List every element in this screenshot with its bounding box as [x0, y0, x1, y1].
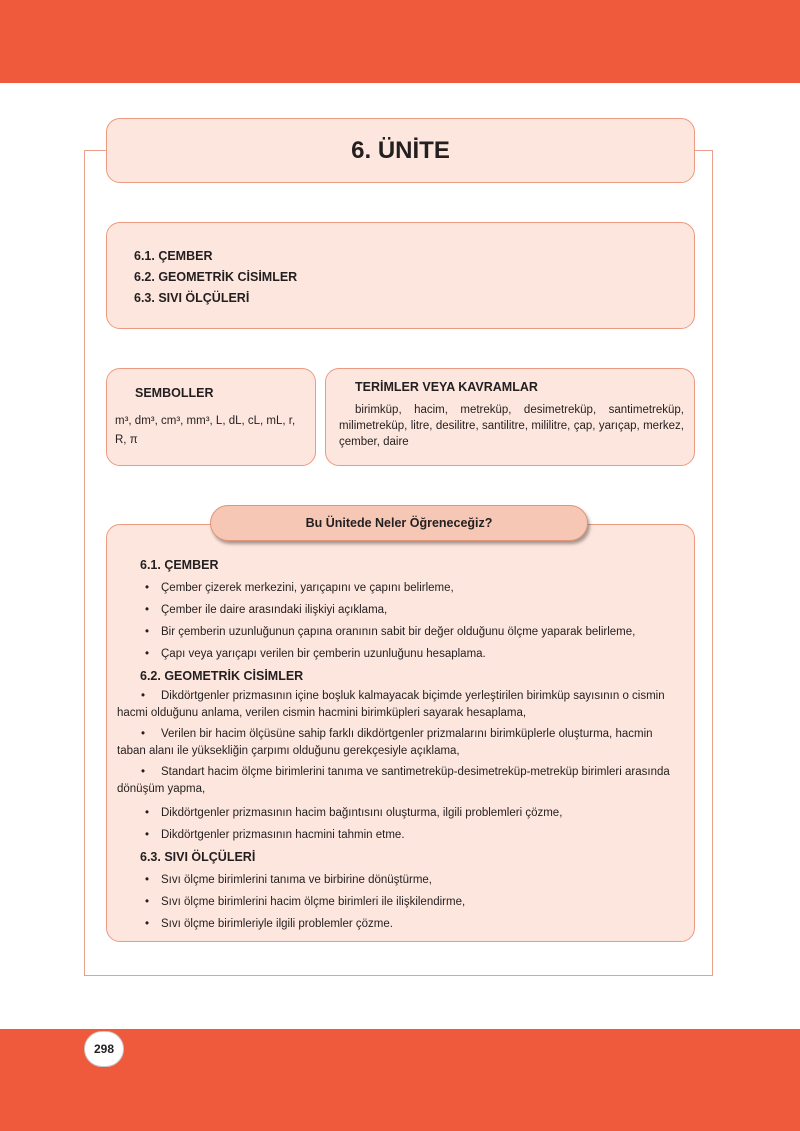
list-item: • Sıvı ölçme birimlerini tanıma ve birbirine dönüştürme, — [117, 869, 680, 891]
bullet-icon: • — [141, 690, 146, 702]
terms-heading: TERİMLER VEYA KAVRAMLAR — [355, 380, 538, 394]
bullet-icon: • — [145, 626, 150, 638]
unit-title: 6. ÜNİTE — [351, 137, 450, 164]
bullet-icon: • — [145, 918, 150, 930]
symbols-box — [106, 368, 316, 466]
symbols-heading: SEMBOLLER — [135, 386, 214, 400]
list-item: • Sıvı ölçme birimleriyle ilgili problemler çözme. — [117, 913, 680, 935]
unit-title-box — [106, 118, 695, 183]
bullet-icon: • — [145, 648, 150, 660]
terms-text: birimküp, hacim, metreküp, desimetreküp, santimetreküp, milimetreküp, litre, desilitre, santilitre, mililitre, çap, yarıçap, merkez, çember, daire — [339, 404, 684, 448]
bullet-icon: • — [145, 829, 150, 841]
learn-section-title: 6.3. SIVI ÖLÇÜLERİ — [140, 850, 256, 864]
section-item: 6.3. SIVI ÖLÇÜLERİ — [134, 291, 250, 305]
header-band — [0, 0, 800, 83]
list-item: • Çapı veya yarıçapı verilen bir çemberin uzunluğunu hesaplama. — [117, 643, 680, 665]
learn-section-title: 6.1. ÇEMBER — [140, 558, 219, 572]
list-paragraph: • Dikdörtgenler prizmasının içine boşluk kalmayacak biçimde yerleştirilen birimküp sayısının o cismin hacmi olduğunu anlama, verilen cismin hacmini birimküpleri sayarak hesaplama, — [117, 690, 665, 719]
bullet-icon: • — [141, 766, 146, 778]
list-item: • Çember ile daire arasındaki ilişkiyi açıklama, — [117, 599, 680, 621]
section-item: 6.2. GEOMETRİK CİSİMLER — [134, 270, 298, 284]
terms-box — [325, 368, 695, 466]
symbols-text: m³, dm³, cm³, mm³, L, dL, cL, mL, r, R, π — [115, 415, 296, 446]
bullet-icon: • — [145, 896, 150, 908]
learn-section-title: 6.2. GEOMETRİK CİSİMLER — [140, 669, 304, 683]
learning-goals-box — [106, 524, 695, 942]
section-item: 6.1. ÇEMBER — [134, 249, 213, 263]
bullet-icon: • — [145, 874, 150, 886]
list-paragraph: • Standart hacim ölçme birimlerini tanıma ve santimetreküp-desimetreküp-metreküp birimleri arasında dönüşüm yapma, — [117, 766, 670, 795]
list-item: • Dikdörtgenler prizmasının hacmini tahmin etme. — [117, 824, 680, 846]
list-item: • Sıvı ölçme birimlerini hacim ölçme birimleri ile ilişkilendirme, — [117, 891, 680, 913]
list-item: • Bir çemberin uzunluğunun çapına oranının sabit bir değer olduğunu ölçme yaparak belirleme, — [117, 621, 680, 643]
list-item: • Çember çizerek merkezini, yarıçapını ve çapını belirleme, — [117, 577, 680, 599]
page-number: 298 — [84, 1031, 124, 1067]
bullet-icon: • — [145, 807, 150, 819]
learning-goals-heading: Bu Ünitede Neler Öğreneceğiz? — [210, 505, 588, 541]
list-paragraph: • Verilen bir hacim ölçüsüne sahip farklı dikdörtgenler prizmalarını birimküplerle oluşturma, hacmin taban alanı ile yüksekliğin çarpımı olduğunu gerekçesiyle açıklama, — [117, 728, 653, 757]
bullet-icon: • — [145, 604, 150, 616]
list-item: • Dikdörtgenler prizmasının hacim bağıntısını oluşturma, ilgili problemleri çözme, — [117, 802, 680, 824]
sections-box — [106, 222, 695, 329]
bullet-icon: • — [145, 582, 150, 594]
bullet-icon: • — [141, 728, 146, 740]
